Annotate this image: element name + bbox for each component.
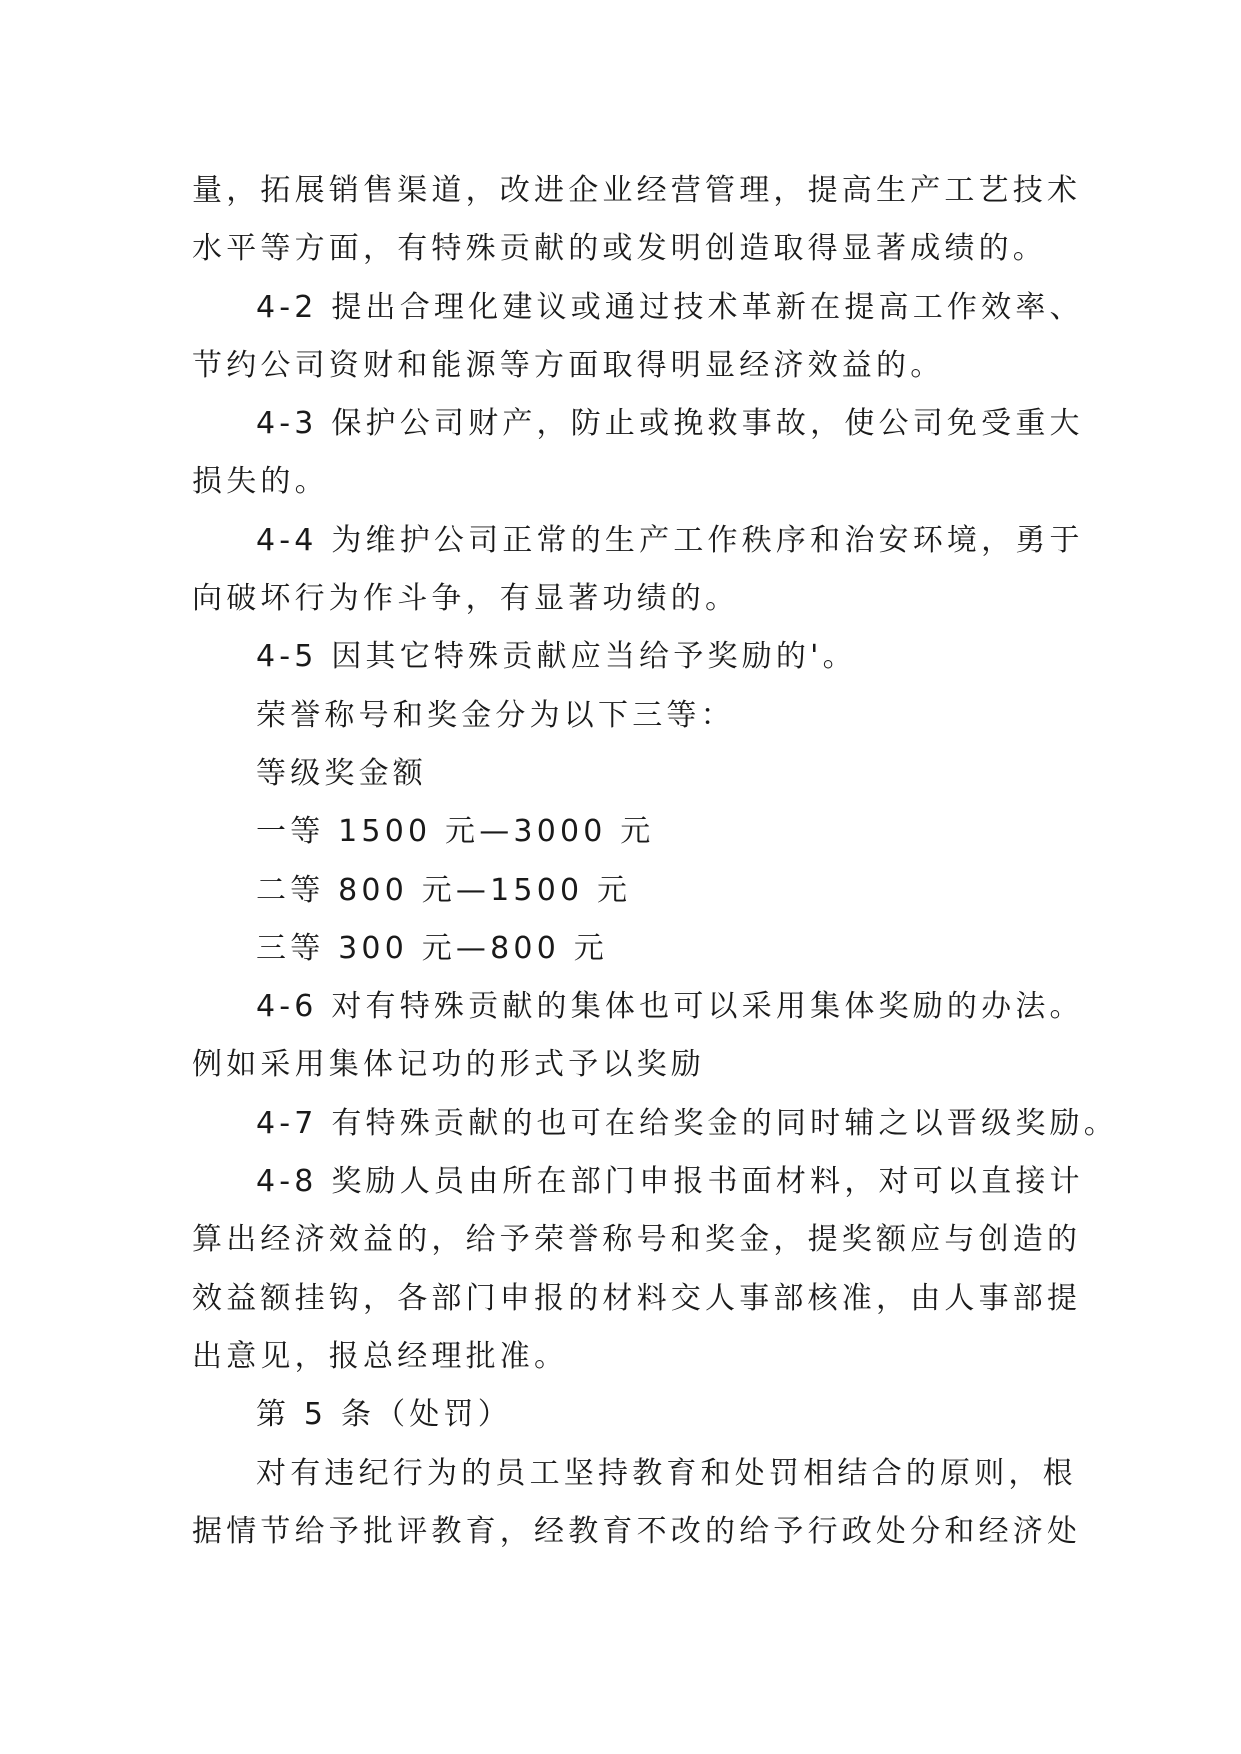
text-line-16: 例如采用集体记功的形式予以奖励	[192, 1047, 705, 1083]
text-line-10: 荣誉称号和奖金分为以下三等：	[256, 697, 735, 733]
text-line-17: 4-7 有特殊贡献的也可在给奖金的同时辅之以晋级奖励。	[256, 1105, 1118, 1141]
text-line-9: 4-5 因其它特殊贡献应当给予奖励的'。	[256, 639, 857, 675]
text-line-7: 4-4 为维护公司正常的生产工作秩序和治安环境，勇于	[256, 522, 1084, 558]
text-line-21: 出意见，报总经理批准。	[192, 1338, 569, 1374]
text-line-12: 一等 1500 元—3000 元	[256, 814, 655, 850]
text-line-13: 二等 800 元—1500 元	[256, 872, 632, 908]
text-line-11: 等级奖金额	[256, 755, 427, 791]
text-line-19: 算出经济效益的，给予荣誉称号和奖金，提奖额应与创造的	[192, 1222, 1082, 1258]
text-line-1: 量，拓展销售渠道，改进企业经营管理，提高生产工艺技术	[192, 173, 1082, 208]
text-line-6: 损失的。	[192, 464, 329, 500]
text-line-15: 4-6 对有特殊贡献的集体也可以采用集体奖励的办法。	[256, 989, 1084, 1025]
text-line-22: 第 5 条（处罚）	[256, 1397, 512, 1433]
document-body	[192, 162, 1118, 1561]
text-line-2: 水平等方面，有特殊贡献的或发明创造取得显著成绩的。	[192, 231, 1047, 267]
text-line-4: 节约公司资财和能源等方面取得明显经济效益的。	[192, 347, 945, 383]
text-line-3: 4-2 提出合理化建议或通过技术革新在提高工作效率、	[256, 289, 1084, 325]
text-line-18: 4-8 奖励人员由所在部门申报书面材料，对可以直接计	[256, 1164, 1084, 1200]
text-line-14: 三等 300 元—800 元	[256, 930, 608, 966]
text-line-20: 效益额挂钩，各部门申报的材料交人事部核准，由人事部提	[192, 1280, 1082, 1316]
text-line-5: 4-3 保护公司财产，防止或挽救事故，使公司免受重大	[256, 406, 1084, 442]
text-line-8: 向破坏行为作斗争，有显著功绩的。	[192, 581, 740, 617]
text-line-23: 对有违纪行为的员工坚持教育和处罚相结合的原则，根	[256, 1455, 1077, 1491]
text-line-24: 据情节给予批评教育，经教育不改的给予行政处分和经济处	[192, 1513, 1082, 1549]
